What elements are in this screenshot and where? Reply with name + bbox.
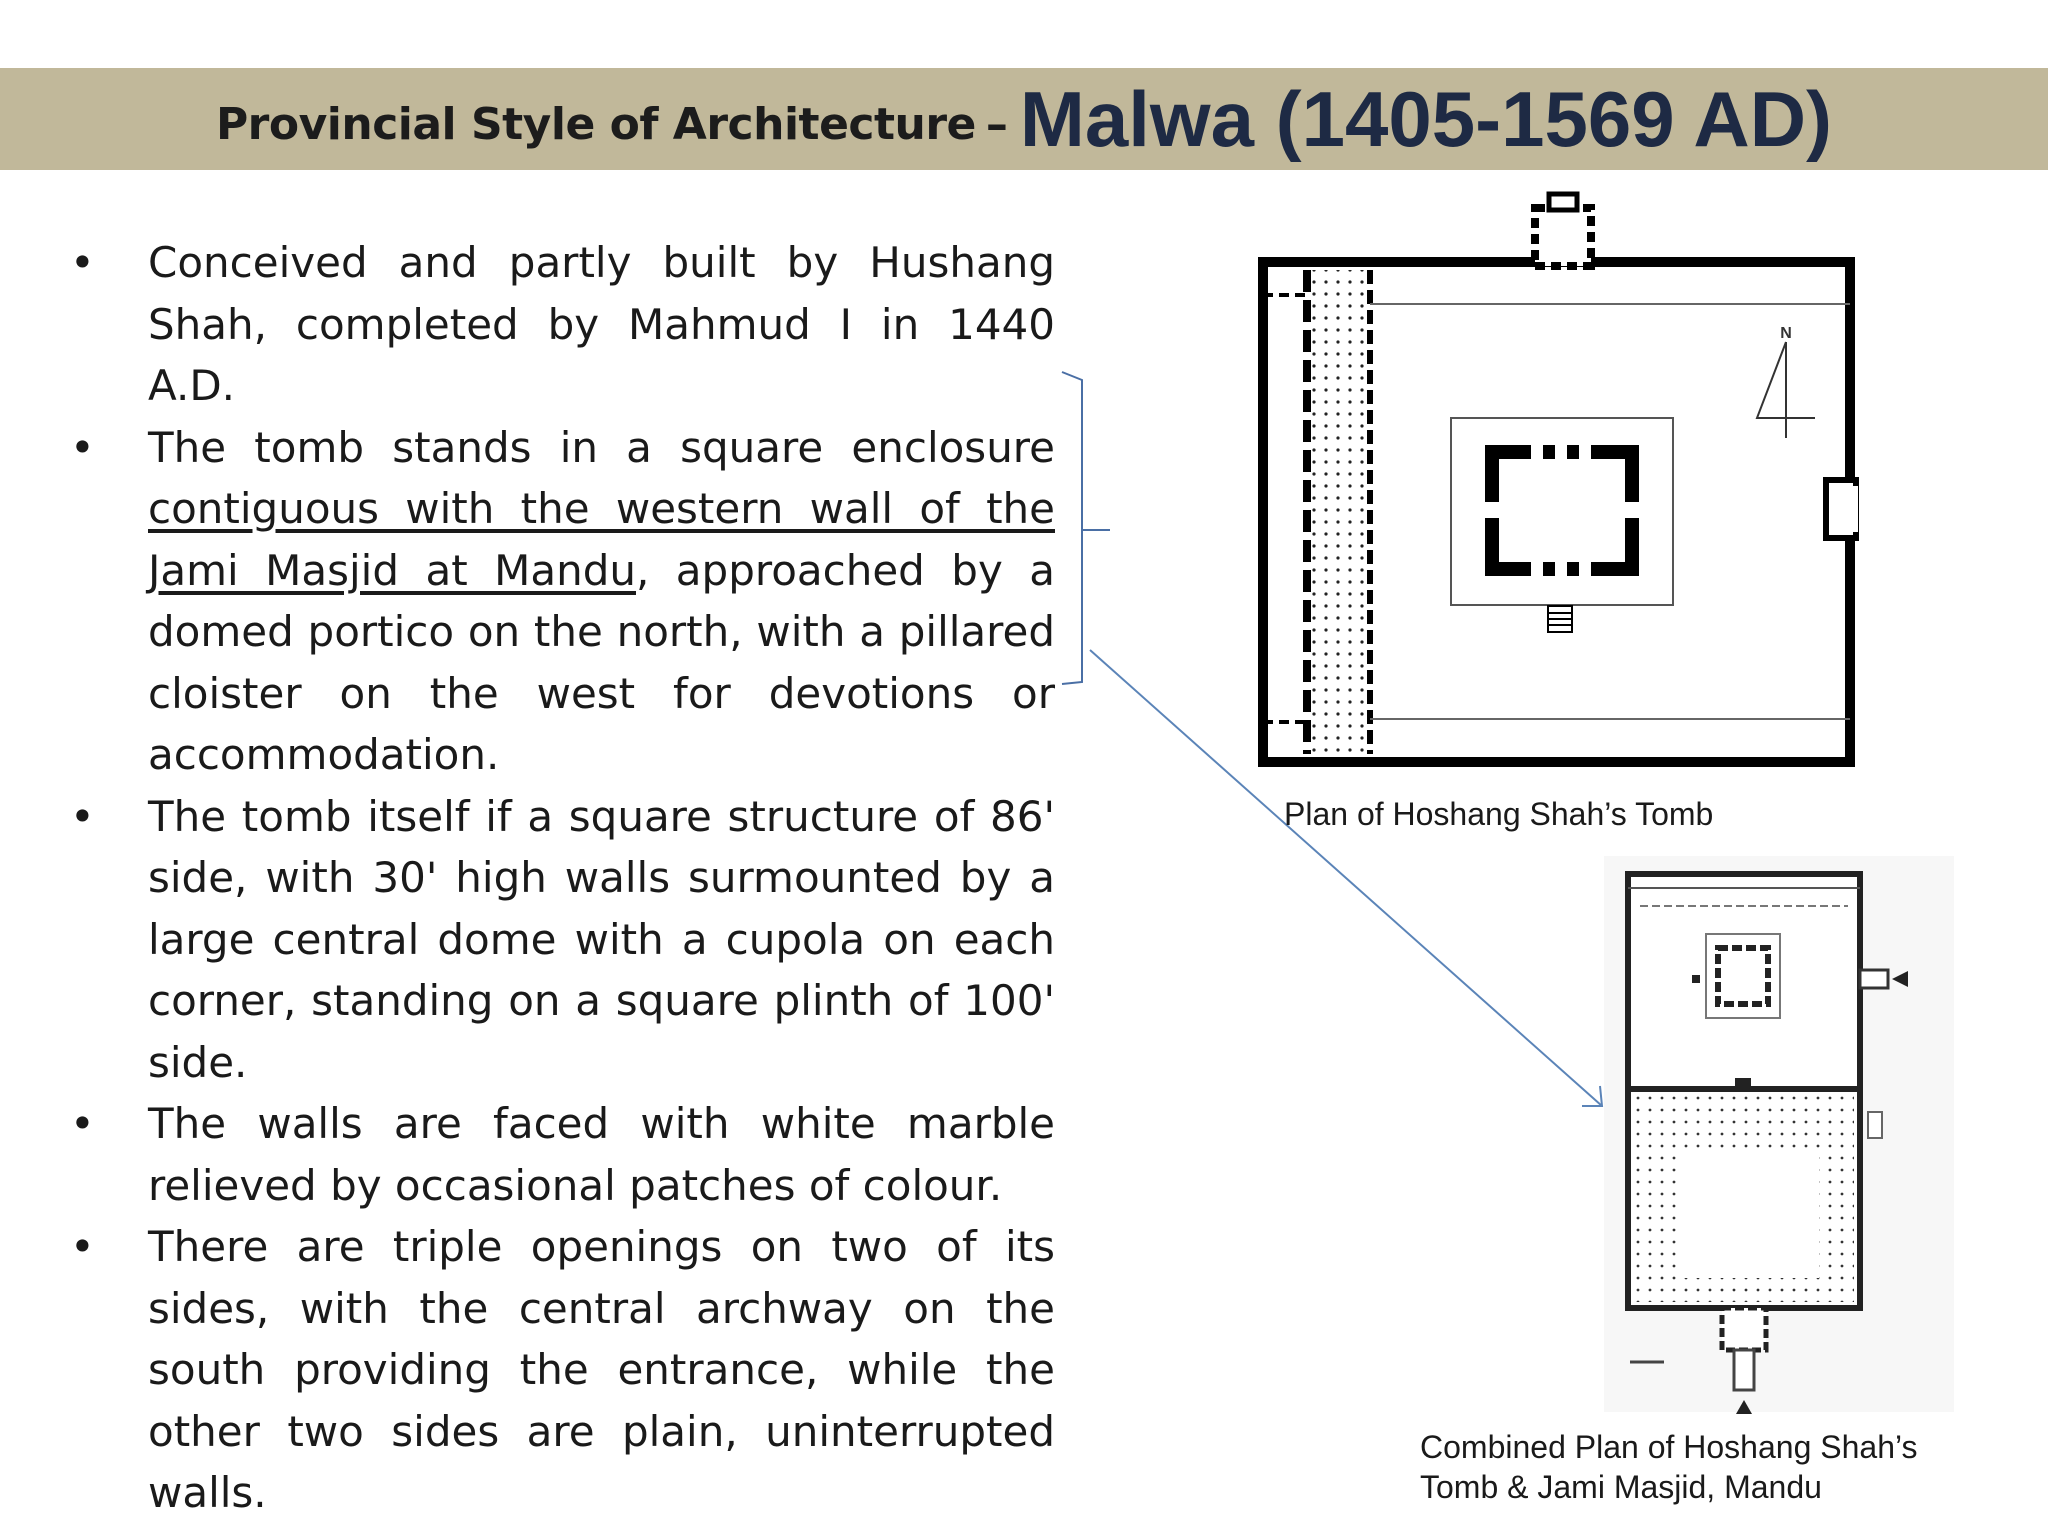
- combined-caption: [1420, 1427, 1918, 1507]
- combined-caption-line1: Combined Plan of Hoshang Shah’s: [1420, 1429, 1918, 1465]
- north-label: N: [1780, 325, 1792, 342]
- title-dash: –: [985, 98, 1008, 150]
- bullet-text-underlined: contiguous with the western wall of the Jami Masjid at Mandu: [148, 484, 1055, 595]
- bullet-dot: •: [70, 1222, 95, 1271]
- bullet-text-start: The tomb stands in a square enclosure: [148, 422, 1055, 472]
- combined-plan: [1604, 856, 1954, 1414]
- title-left: Provincial Style of Architecture: [215, 98, 976, 150]
- bullet-dot: •: [70, 791, 95, 841]
- text-bracket: [1062, 372, 1082, 684]
- bullet-dot: •: [70, 238, 95, 287]
- bullet-text-end: , approached by a domed portico on the north, with a pillared cloister on the west for devotions or accommodation.: [148, 545, 1055, 779]
- title-right: Malwa (1405-1569 AD): [1019, 74, 1833, 163]
- bullet-dot: •: [70, 1099, 95, 1148]
- combined-caption-line2: Tomb & Jami Masjid, Mandu: [1420, 1469, 1822, 1505]
- tomb-plan: [1263, 194, 1858, 762]
- bullet-text: The tomb itself if a square structure of 86' side, with 30' high walls surmounted by a large central dome with a cupola on each corner, standing on a square plinth of 100' side.: [148, 791, 1055, 1087]
- plan-caption: Plan of Hoshang Shah’s Tomb: [1284, 796, 1714, 832]
- bullet-dot: •: [70, 422, 95, 472]
- bullet-text: There are triple openings on two of its sides, with the central archway on the south providing the entrance, while the other two sides are plain, uninterrupted walls.: [148, 1222, 1055, 1517]
- bullet-text: Conceived and partly built by Hushang Shah, completed by Mahmud I in 1440 A.D.: [148, 238, 1055, 410]
- bullet-text: The walls are faced with white marble relieved by occasional patches of colour.: [148, 1099, 1055, 1210]
